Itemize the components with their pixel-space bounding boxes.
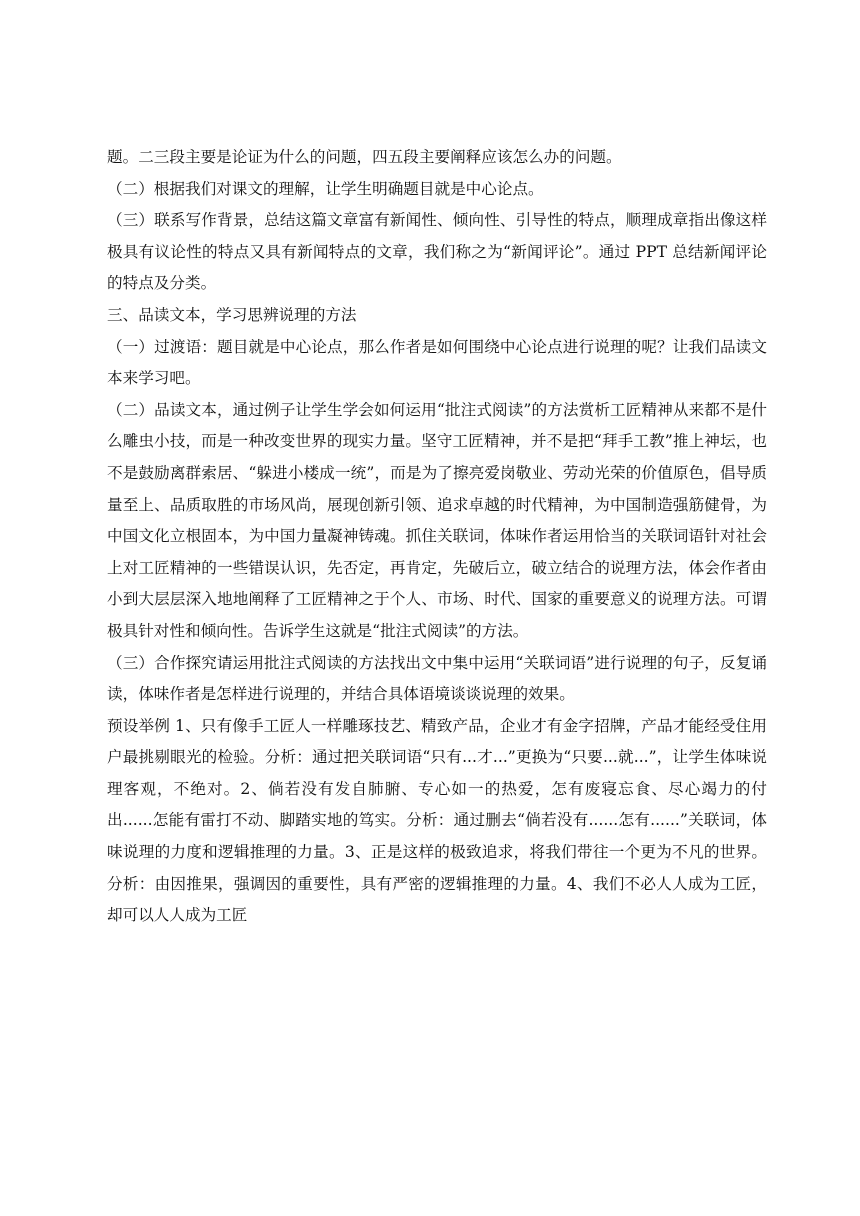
paragraph-continuation: 题。二三段主要是论证为什么的问题，四五段主要阐释应该怎么办的问题。 [107, 148, 622, 166]
paragraph-point-2: （二）根据我们对课文的理解，让学生明确题目就是中心论点。 [107, 179, 544, 198]
paragraph-cooperative-inquiry: （三）合作探究请运用批注式阅读的方法找出文中集中运用“关联词语”进行说理的句子，反复诵读，体味作者是怎样进行说理的，并结合具体语境谈谈说理的效果。 [107, 653, 767, 704]
section-heading-3: 三、品读文本，学习思辨说理的方法 [107, 305, 357, 324]
paragraph-point-3: （三）联系写作背景，总结这篇文章富有新闻性、倾向性、引导性的特点，顺理成章指出像这样极具有议论性的特点又具有新闻特点的文章，我们称之为“新闻评论”。通过 PPT 总结新闻评论的特点及分类。 [107, 211, 767, 293]
paragraph-annotated-reading: （二）品读文本，通过例子让学生学会如何运用“批注式阅读”的方法赏析工匠精神从来都不是什么雕虫小技，而是一种改变世界的现实力量。坚守工匠精神，并不是把“拜手工教”推上神坛，也不是鼓励离群索居、“躲进小楼成一统”，而是为了擦亮爱岗敬业、劳动光荣的价值原色，倡导质量至上、品质取胜的市场风尚，展现创新引领、追求卓越的时代精神，为中国制造强筋健骨，为中国文化立根固本，为中国力量凝神铸魂。抓住关联词，体味作者运用恰当的关联词语针对社会上对工匠精神的一些错误认识，先否定，再肯定，先破后立，破立结合的说理方法，体会作者由小到大层层深入地地阐释了工匠精神之于个人、市场、时代、国家的重要意义的说理方法。可谓极具针对性和倾向性。告诉学生这就是“批注式阅读”的方法。 [107, 400, 767, 640]
paragraph-transition: （一）过渡语：题目就是中心论点，那么作者是如何围绕中心论点进行说理的呢？让我们品读文本来学习吧。 [107, 337, 767, 388]
document-body [107, 142, 767, 932]
paragraph-preset-examples: 预设举例 1、只有像手工匠人一样雕琢技艺、精致产品，企业才有金字招牌，产品才能经受住用户最挑剔眼光的检验。分析：通过把关联词语“只有...才...”更换为“只要...就...”，让学生体味说理客观，不绝对。2、倘若没有发自肺腑、专心如一的热爱，怎有废寝忘食、尽心竭力的付出......怎能有雷打不动、脚踏实地的笃实。分析：通过删去“倘若没有......怎有......”关联词，体味说理的力度和逻辑推理的力量。3、正是这样的极致追求，将我们带往一个更为不凡的世界。分析：由因推果，强调因的重要性，具有严密的逻辑推理的力量。4、我们不必人人成为工匠，却可以人人成为工匠 [107, 716, 767, 925]
